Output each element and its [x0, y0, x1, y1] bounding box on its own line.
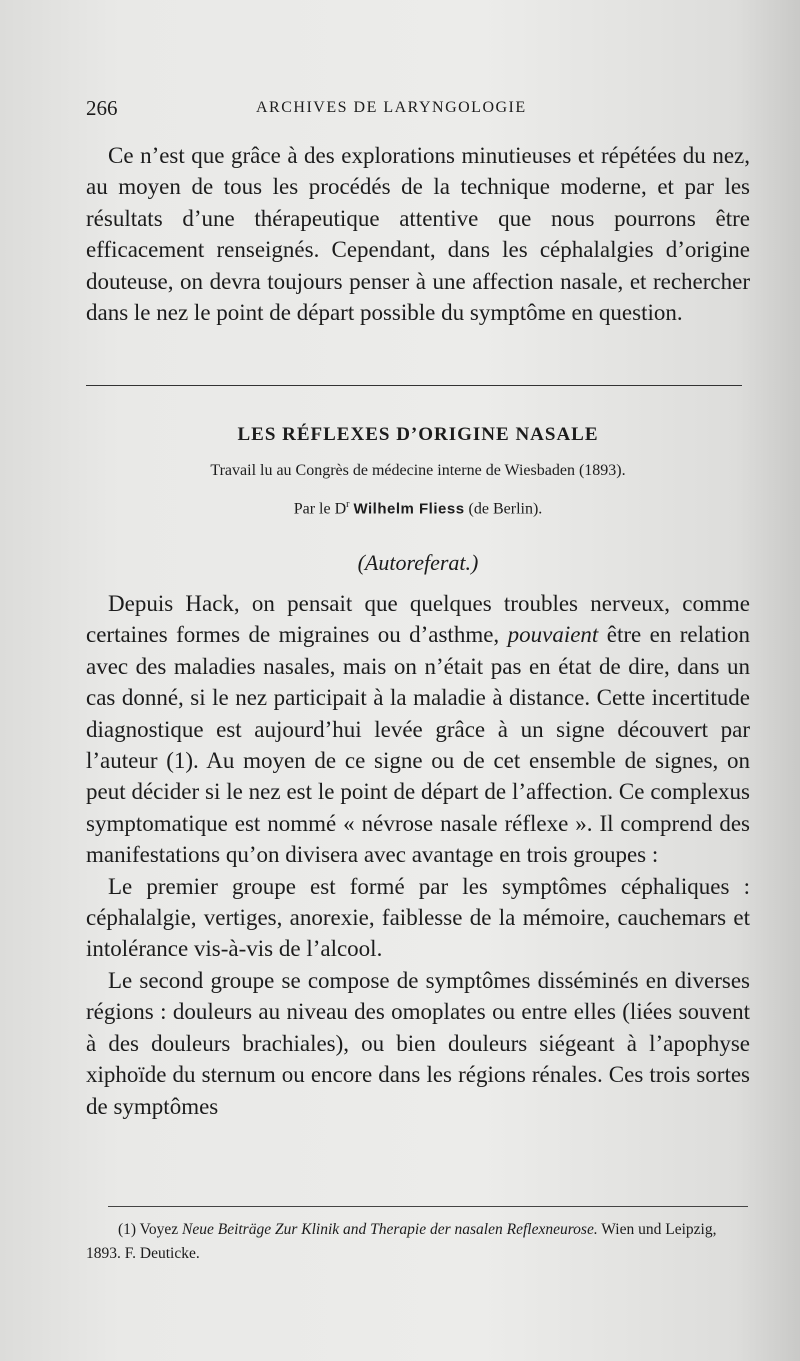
author-name: Wilhelm Fliess	[353, 500, 465, 518]
paragraph-3: Le second groupe se compose de symptômes disséminés en diverses régions : douleurs au niveau des omoplates ou entre elles (liées souvent à des douleurs brachiales), ou bien douleurs siégeant à l’apophyse xiphoïde du sternum ou encore dans les régions rénales. Ces trois sortes de symptômes	[86, 967, 750, 1119]
footnote-title: Neue Beiträge Zur Klinik and Therapie der nasalen Reflexneurose.	[182, 1221, 598, 1238]
footnote-divider	[108, 1206, 748, 1207]
footnote-rest: Wien und Leipzig, 1893. F. Deuticke.	[86, 1221, 717, 1262]
footnote-marker: (1) Voyez	[118, 1221, 182, 1238]
intro-paragraph: Ce n’est que grâce à des explorations minutieuses et répétées du nez, au moyen de tous les procédés de la technique moderne, et par les résultats d’une thérapeutique attentive que nous pourrons être efficacement renseignés. Cependant, dans les céphalalgies d’origine douteuse, on devra toujours penser à une affection nasale, et rechercher dans le nez le point de départ possible du symptôme en question.	[86, 143, 750, 326]
footnote	[86, 1218, 750, 1266]
article-byline	[86, 499, 750, 518]
running-title: ARCHIVES DE LARYNGOLOGIE	[256, 99, 527, 116]
running-header	[86, 96, 750, 130]
paragraph-1-emphasis: pouvaient	[507, 622, 599, 648]
article-subtitle: Travail lu au Congrès de médecine interne de Wiesbaden (1893).	[210, 462, 626, 479]
intro-section	[86, 140, 750, 328]
paragraph-1-part-b: être en relation avec des maladies nasales, mais on n’était pas en état de dire, dans un cas donné, si le nez participait à la maladie à distance. Cette incertitude diagnostique est aujourd’hui levée grâce à un signe découvert par l’auteur (1). Au moyen de ce signe ou de cet ensemble de signes, on peut décider si le nez est le point de départ de l’affection. Ce complexus symptomatique est nommé « névrose nasale réflexe ». Il comprend des manifestations qu’on divisera avec avantage en trois groupes :	[86, 622, 751, 868]
article-title: LES RÉFLEXES D’ORIGINE NASALE	[237, 424, 599, 445]
byline-suffix: (de Berlin).	[464, 500, 543, 518]
page-number: 266	[86, 96, 118, 120]
byline-prefix: Par le D	[293, 500, 347, 518]
section-divider	[86, 385, 742, 386]
paragraph-1-part-a: Depuis Hack, on pensait que quelques troubles nerveux, comme certaines formes de migraines ou d’asthme,	[86, 591, 750, 648]
main-text	[86, 588, 750, 1122]
autoreferat-label: (Autoreferat.)	[357, 550, 479, 575]
byline-sup: r	[346, 499, 350, 510]
paragraph-1	[86, 588, 750, 871]
paragraph-2: Le premier groupe est formé par les symptômes céphaliques : céphalalgie, vertiges, anorexie, faiblesse de la mémoire, cauchemars et intolérance vis-à-vis de l’alcool.	[86, 873, 750, 962]
